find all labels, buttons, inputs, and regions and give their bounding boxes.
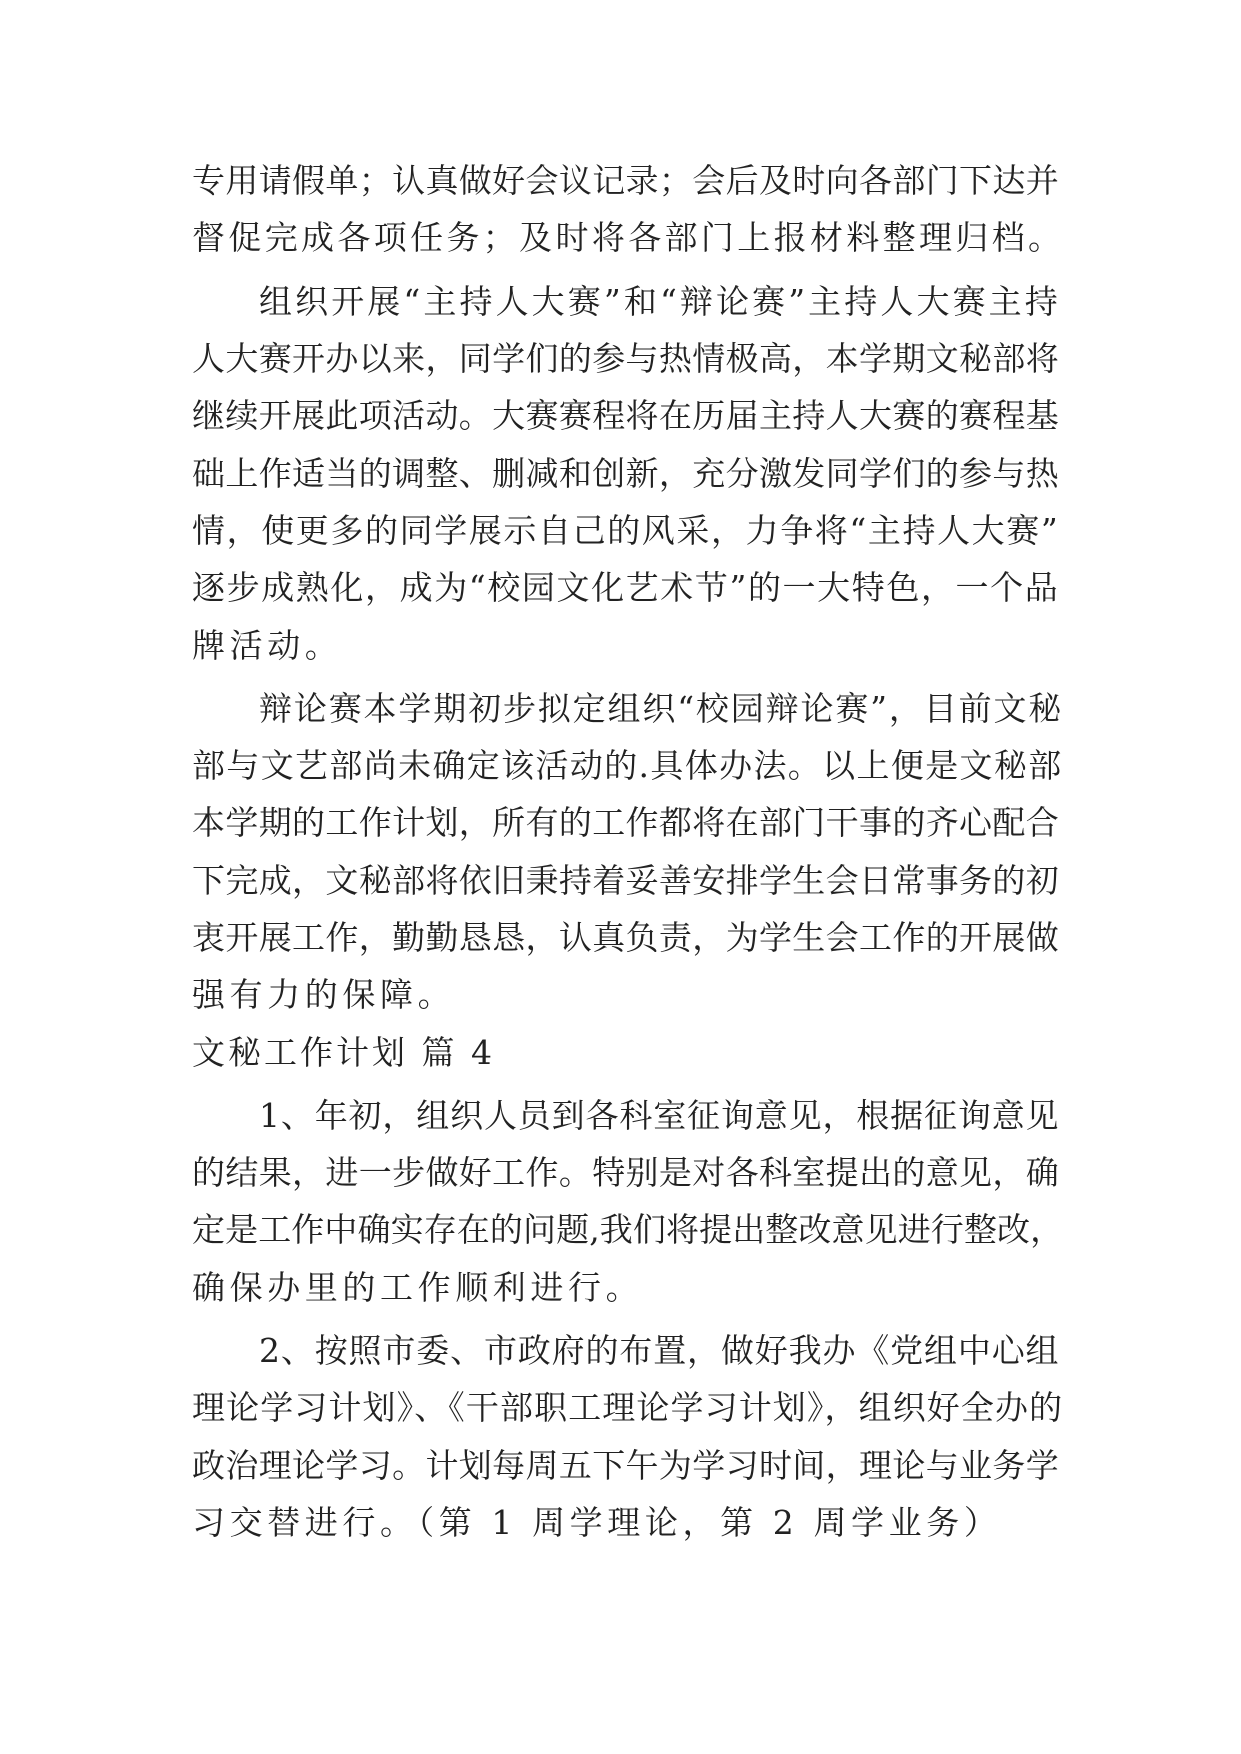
paragraph-line: 衷开展工作，勤勤恳恳，认真负责，为学生会工作的开展做 — [192, 918, 1060, 957]
list-item-line: 政治理论学习。计划每周五下午为学习时间，理论与业务学 — [192, 1446, 1060, 1485]
paragraph-line: 继续开展此项活动。大赛赛程将在历届主持人大赛的赛程基 — [192, 396, 1060, 435]
paragraph-line: 础上作适当的调整、删减和创新，充分激发同学们的参与热 — [192, 454, 1060, 493]
paragraph-line: 情，使更多的同学展示自己的风采，力争将“主持人大赛” — [192, 511, 1060, 550]
paragraph-line: 督促完成各项任务；及时将各部门上报材料整理归档。 — [192, 218, 1065, 257]
paragraph-line: 部与文艺部尚未确定该活动的.具体办法。以上便是文秘部 — [192, 746, 1063, 785]
paragraph-line: 本学期的工作计划，所有的工作都将在部门干事的齐心配合 — [192, 803, 1060, 842]
paragraph-first-line: 辩论赛本学期初步拟定组织“校园辩论赛”，目前文秘 — [259, 689, 1064, 728]
list-item-line: 确保办里的工作顺利进行。 — [192, 1268, 644, 1307]
paragraph-line: 下完成，文秘部将依旧秉持着妥善安排学生会日常事务的初 — [192, 861, 1060, 900]
section-title: 文秘工作计划 篇 4 — [192, 1033, 495, 1072]
paragraph-line: 强有力的保障。 — [192, 975, 456, 1014]
paragraph-line: 专用请假单；认真做好会议记录；会后及时向各部门下达并 — [192, 161, 1060, 200]
paragraph-line: 逐步成熟化，成为“校园文化艺术节”的一大特色，一个品 — [192, 568, 1060, 607]
paragraph-line: 人大赛开办以来，同学们的参与热情极高，本学期文秘部将 — [192, 339, 1060, 378]
paragraph-line: 牌活动。 — [192, 626, 343, 665]
list-item-first-line: 1、年初，组织人员到各科室征询意见，根据征询意见 — [259, 1096, 1060, 1135]
list-item-line: 定是工作中确实存在的问题,我们将提出整改意见进行整改， — [192, 1210, 1064, 1249]
list-item-line: 理论学习计划》、《干部职工理论学习计划》，组织好全办的 — [192, 1388, 1064, 1427]
paragraph-first-line: 组织开展“主持人大赛”和“辩论赛”主持人大赛主持 — [259, 282, 1061, 321]
list-item-line: 习交替进行。（第 1 周学理论，第 2 周学业务） — [192, 1503, 1002, 1542]
list-item-first-line: 2、按照市委、市政府的布置，做好我办《党组中心组 — [259, 1331, 1060, 1370]
list-item-line: 的结果，进一步做好工作。特别是对各科室提出的意见，确 — [192, 1153, 1060, 1192]
